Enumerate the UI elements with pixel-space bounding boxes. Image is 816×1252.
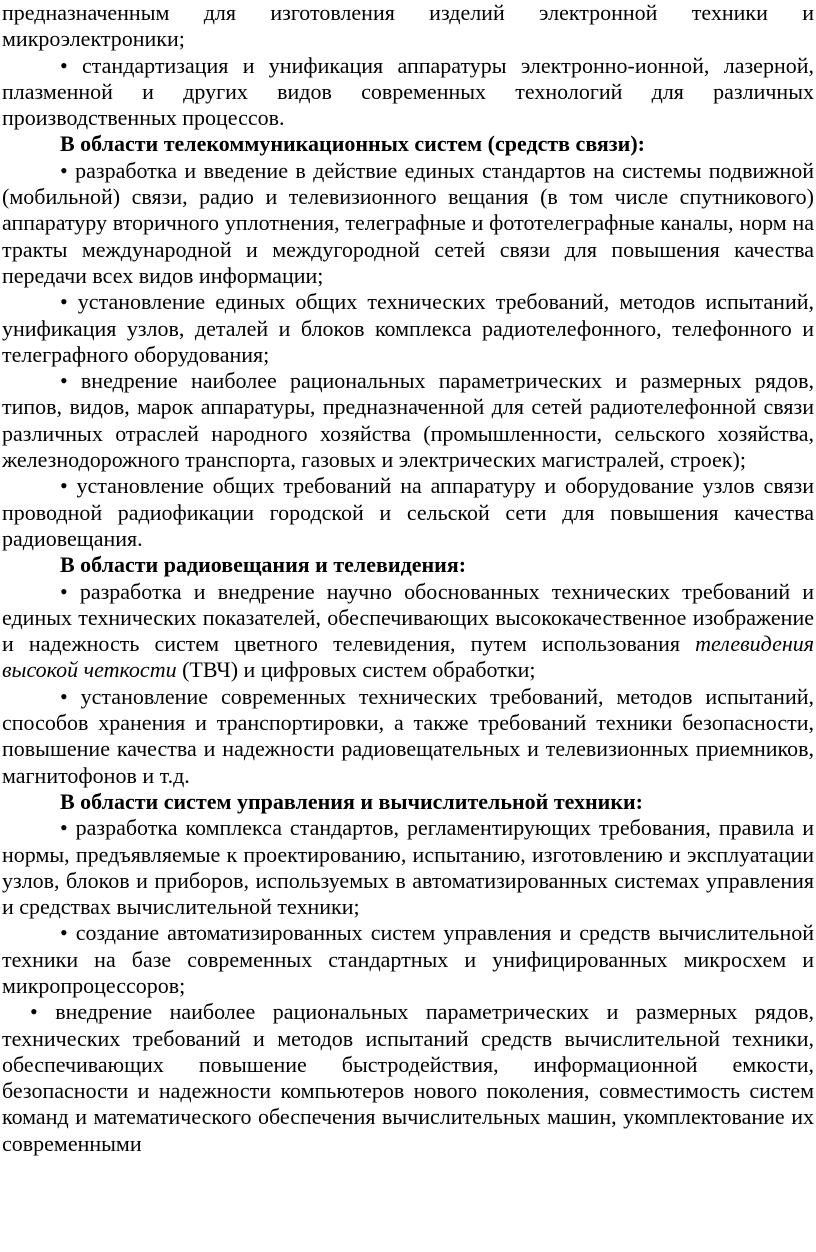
list-item: • разработка и введение в действие единых стандартов на системы подвижной (мобильной) связи, радио и телевизионного вещания (в том числе спутникового) аппаратуру вторичного уплотнения, телеграфные и фототелеграфные каналы, норм на тракты международной и междугородной сетей связи для повышения качества передачи всех видов информации; xyxy=(2,157,814,288)
list-item: • установление современных технических требований, методов испытаний, способов хранения и транспортировки, а также требований техники безопасности, повышение качества и надежности радиовещательных и телевизионных приемников, магнитофонов и т.д. xyxy=(2,683,814,788)
paragraph-intro-continuation: предназначенным для изготовления изделий электронной техники и микроэлектроники; xyxy=(2,0,814,52)
heading-computing: В области систем управления и вычислительной техники: xyxy=(60,788,643,814)
text-run: (ТВЧ) и цифровых систем обработки; xyxy=(176,657,536,683)
list-item: • разработка комплекса стандартов, регламентирующих требования, правила и нормы, предъявляемые к проектированию, испытанию, изготовлению и эксплуатации узлов, блоков и приборов, используемых в автоматизированных системах управления и средствах вычислительной техники; xyxy=(2,815,814,920)
list-item: • установление единых общих технических требований, методов испытаний, унификация узлов, деталей и блоков комплекса радиотелефонного, телефонного и телеграфного оборудования; xyxy=(2,289,814,367)
paragraph-standardization: • стандартизация и унификация аппаратуры электронно-ионной, лазерной, плазменной и других видов современных технологий для различных производственных процессов. xyxy=(2,52,814,131)
list-item: • установление общих требований на аппаратуру и оборудование узлов связи проводной радиофикации городской и сельской сети для повышения качества радиовещания. xyxy=(2,473,814,551)
heading-telecom: В области телекоммуникационных систем (средств связи): xyxy=(60,131,645,157)
heading-broadcast: В области радиовещания и телевидения: xyxy=(60,552,467,578)
list-item xyxy=(2,579,814,684)
emphasis-term: телевидения высокой четкости xyxy=(2,631,814,683)
text-run: • разработка и внедрение научно обоснованных технических требований и единых технических показателей, обеспечивающих высококачественное изображение и надежность систем цветного телевидения, путем использования xyxy=(2,578,814,657)
list-item: • внедрение наиболее рациональных параметрических и размерных рядов, типов, видов, марок аппаратуры, предназначенной для сетей радиотелефонной связи различных отраслей народного хозяйства (промышленности, сельского хозяйства, железнодорожного транспорта, газовых и электрических магистралей, строек); xyxy=(2,368,814,473)
list-item: • создание автоматизированных систем управления и средств вычислительной техники на базе современных стандартных и унифицированных микросхем и микропроцессоров; xyxy=(2,920,814,998)
list-item: • внедрение наиболее рациональных параметрических и размерных рядов, технических требований и методов испытаний средств вычислительной техники, обеспечивающих повышение быстродействия, информационной емкости, безопасности и надежности компьютеров нового поколения, совместимость систем команд и математического обеспечения вычислительных машин, укомплектование их современными xyxy=(2,999,814,1156)
